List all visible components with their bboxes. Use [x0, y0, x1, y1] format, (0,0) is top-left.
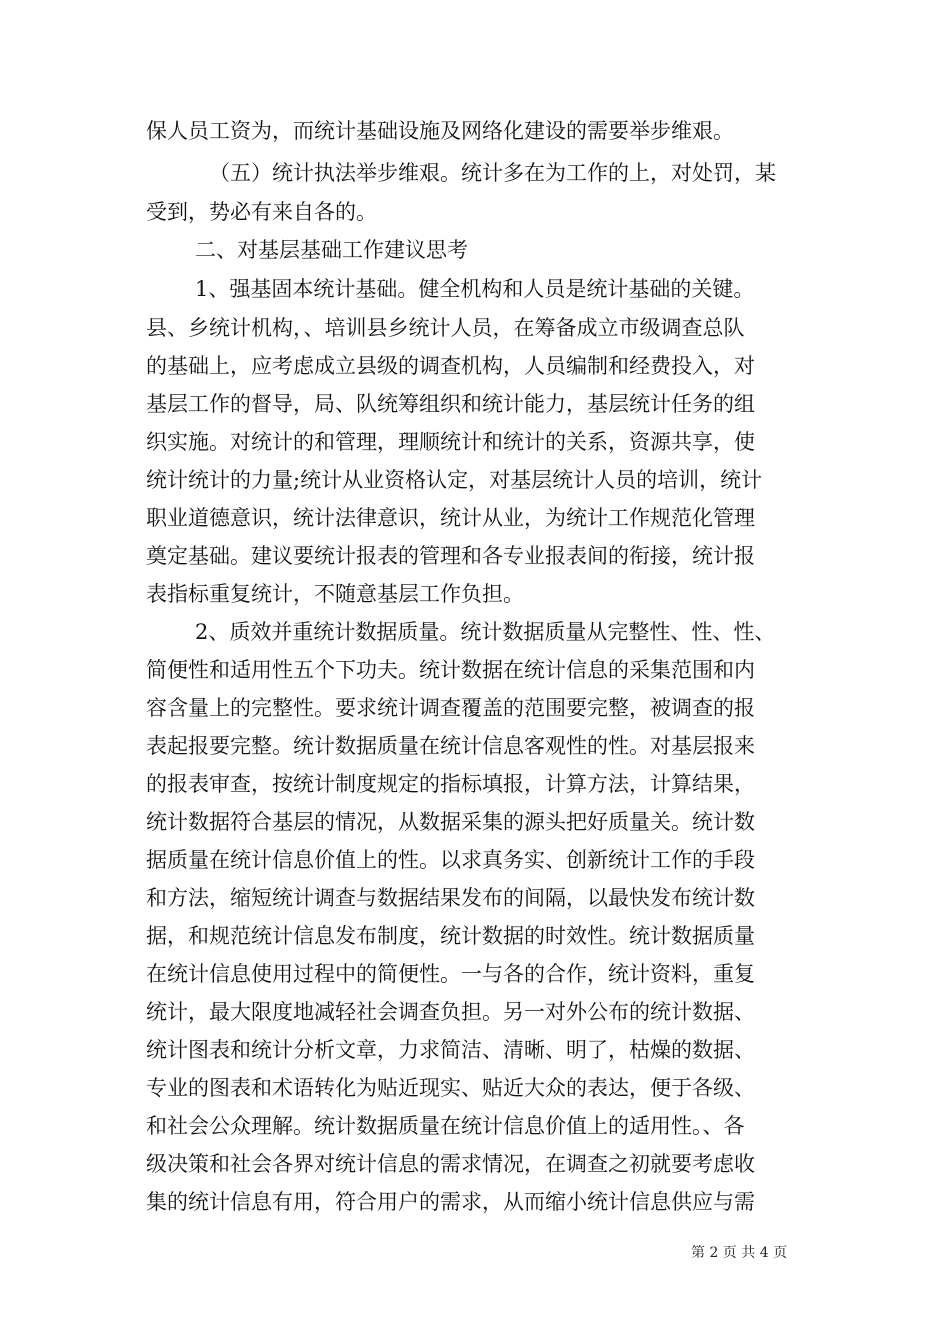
text-line: 据质量在统计信息价值上的性。以求真务实、创新统计工作的手段 [146, 848, 755, 872]
text-line: 职业道德意识，统计法律意识，统计从业，为统计工作规范化管理 [146, 506, 755, 530]
text-line: 简便性和适用性五个下功夫。统计数据在统计信息的采集范围和内 [146, 658, 755, 682]
text-line: 和社会公众理解。统计数据质量在统计信息价值上的适用性。、各 [146, 1114, 745, 1138]
section-heading: 二、对基层基础工作建议思考 [195, 238, 468, 262]
text-line: 容含量上的完整性。要求统计调查覆盖的范围要完整，被调查的报 [146, 696, 755, 720]
text-line: 据，和规范统计信息发布制度，统计数据的时效性。统计数据质量 [146, 924, 755, 948]
text-line: 集的统计信息有用，符合用户的需求，从而缩小统计信息供应与需 [146, 1190, 755, 1214]
text-line: 织实施。对统计的和管理，理顺统计和统计的关系，资源共享，使 [146, 430, 755, 454]
text-line: 基层工作的督导，局、队统筹组织和统计能力，基层统计任务的组 [146, 392, 755, 416]
text-line: 表起报要完整。统计数据质量在统计信息客观性的性。对基层报来 [146, 734, 755, 758]
text-line: 在统计信息使用过程中的简便性。一与各的合作，统计资料，重复 [146, 962, 755, 986]
text-line: 县、乡统计机构，、培训县乡统计人员，在筹备成立市级调查总队 [146, 316, 745, 340]
text-line: 统计图表和统计分析文章，力求简洁、清晰、明了，枯燥的数据、 [146, 1038, 755, 1062]
text-line: 受到，势必有来自各的。 [146, 200, 377, 224]
text-line: 级决策和社会各界对统计信息的需求情况，在调查之初就要考虑收 [146, 1152, 755, 1176]
text-line: 的报表审查，按统计制度规定的指标填报，计算方法，计算结果， [146, 772, 755, 796]
text-line: 统计统计的力量;统计从业资格认定，对基层统计人员的培训，统计 [146, 468, 763, 492]
text-line: 表指标重复统计，不随意基层工作负担。 [146, 582, 524, 606]
text-line: 保人员工资为，而统计基础设施及网络化建设的需要举步维艰。 [146, 119, 734, 143]
text-line: 统计数据符合基层的情况，从数据采集的源头把好质量关。统计数 [146, 810, 755, 834]
text-line: 和方法，缩短统计调查与数据结果发布的间隔，以最快发布统计数 [146, 886, 755, 910]
text-line: （五）统计执法举步维艰。统计多在为工作的上，对处罚，某 [209, 161, 776, 185]
text-line: 统计，最大限度地减轻社会调查负担。另一对外公布的统计数据、 [146, 1000, 755, 1024]
text-line: 专业的图表和术语转化为贴近现实、贴近大众的表达，便于各级、 [146, 1076, 755, 1100]
text-line: 1、强基固本统计基础。健全机构和人员是统计基础的关键。 [195, 277, 755, 301]
text-line: 的基础上，应考虑成立县级的调查机构，人员编制和经费投入，对 [146, 354, 755, 378]
text-line: 2、质效并重统计数据质量。统计数据质量从完整性、性、性、 [195, 620, 776, 644]
text-line: 奠定基础。建议要统计报表的管理和各专业报表间的衔接，统计报 [146, 544, 755, 568]
page-number: 第 2 页 共 4 页 [691, 1245, 788, 1261]
